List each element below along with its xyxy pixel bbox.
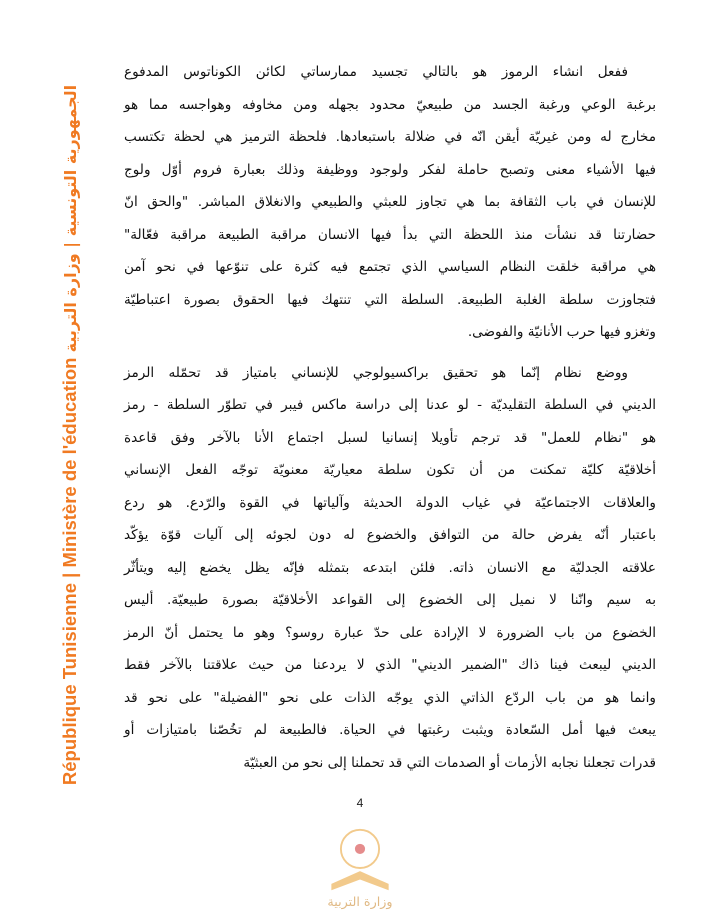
text-line: يبعث فيها أمل السّعادة ويثبت رغبتها في الحياة. فالطبيعة لم تخُصّنا بامتيازات أو — [124, 722, 656, 738]
text-line: ووضع نظام إنّما هو تحقيق براكسيولوجي للإنساني بامتياز قد تحمّله الرمز — [124, 364, 628, 381]
text-line: هو "نظام للعمل" قد ترجم تأويلا إنسانيا لسبل اجتماع الأنا بالآخر وفق قاعدة — [124, 429, 656, 446]
text-line: الديني ليبعث فينا ذاك "الضمير الديني" الذي لا يردعنا من حيث علاقتنا بالآخر فقط — [124, 657, 656, 673]
text-line: وتغزو فيها حرب الأنانيّة والفوضى. — [467, 324, 656, 340]
sidebar-latin-text: République Tunisienne | Ministère de l'éducation — [59, 357, 80, 786]
text-line: قدرات تجعلنا نجابه الأزمات أو الصدمات التي قد تحملنا إلى نحو من العبثيّة — [243, 754, 656, 771]
text-line: برغبة الوعي ورغبة الجسد من طبيعيّ محدود بجهله ومن مخاوفه وهواجسه مما هو — [124, 96, 656, 113]
watermark-text: وزارة التربية — [327, 894, 393, 910]
sidebar-ministry-label — [59, 85, 81, 785]
text-line: علاقته الجدليّة مع الانسان ذاته. فلئن ابتدعه بتمثله فإنّه يظل يخضع إليه ويتأثّر — [124, 559, 656, 576]
paragraph-gap — [124, 349, 656, 357]
text-line: به سيم وانّنا لا نميل إلى الخضوع إلى القواعد الأخلاقيّة بصورة طبيعيّة. أليس — [124, 592, 656, 608]
text-line: ففعل انشاء الرموز هو بالتالي تجسيد ممارساتي لكائن الكوناتوس المدفوع — [124, 64, 628, 80]
paragraph — [124, 357, 656, 780]
text-line: فيها الأشياء معنى وتصبح حاملة لفكر ولوجود ووظيفة وذلك بعبارة فروم أوّل ولوج — [124, 161, 656, 178]
text-line: والعلاقات الاجتماعيّة في غياب الدولة الحديثة وآلياتها في القوة والرّدع. هو ردع — [124, 494, 656, 511]
text-line: الديني في السلطة التقليديّة - لو عدنا إلى دراسة ماكس فيبر في تطوّر السلطة - رمز — [124, 397, 656, 413]
text-line: هي مراقبة خلقت النظام السياسي الذي تجتمع فيه كثرة على تنوّعها في نحو آمن — [124, 259, 656, 275]
page-number: 4 — [356, 796, 364, 810]
text-line: أخلاقيّة كليّة تمكنت من أن تكون سلطة معياريّة معنويّة توجّه الفعل الإنساني — [124, 462, 656, 478]
text-line: باعتبار أنّه يفرض حالة من التوافق والخضوع له دون لجوئه إلى آليات قوّة يؤكّد — [124, 527, 656, 543]
text-line: الخضوع من باب الضرورة لا الإرادة على حدّ عبارة روسو؟ وهو ما يحتمل أنّ الرمز — [124, 624, 656, 641]
paragraph — [124, 56, 656, 349]
text-line: فتجاوزت سلطة الغلبة الطبيعة. السلطة التي تنتهك فيها الحقوق بصورة اعتباطيّة — [124, 291, 656, 308]
text-line: وانما هو من باب الردّع الذاتي الذي يوجّه الذات على نحو "الفضيلة" على نحو قد — [124, 689, 656, 706]
document-body — [124, 56, 656, 779]
ministry-watermark-logo — [325, 822, 395, 914]
text-line: للإنسان في باب الثقافة بما هي تجاوز للعبثي والطبيعي والانغلاق المباشر. "والحق انّ — [124, 194, 656, 210]
sidebar-arabic-text: الجمهورية التونسية | وزارة التربية — [61, 84, 80, 353]
text-line: مخارج له ومن غيريّة أيقن انّه في ضلالة باستبعادها. فلحظة الترميز هي لحظة تكتسب — [124, 129, 656, 145]
text-line: حضارتنا قد نشأت منذ اللحظة التي بدأ فيها الانسان مراقبة الطبيعة مراقبة فعّالة" — [124, 226, 656, 243]
